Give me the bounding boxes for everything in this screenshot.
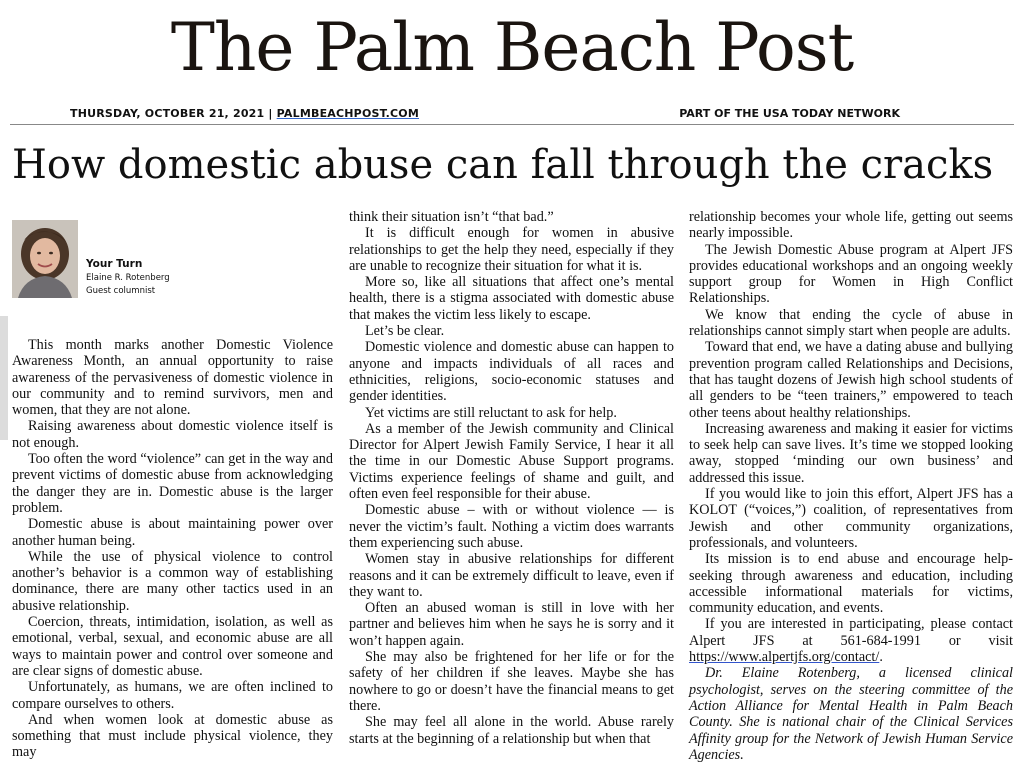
contact-text: If you are interested in participating, please contact Alpert JFS at 561-684-1991 or visit [689,616,1013,649]
paragraph: More so, like all situations that affect one’s mental health, there is a stigma associated with domestic abuse that makes the victim less likely to escape. [349,274,674,323]
paragraph: She may feel all alone in the world. Abuse rarely starts at the beginning of a relationship but when that [349,714,674,747]
network-label: PART OF THE USA TODAY NETWORK [679,107,900,120]
paragraph: Let’s be clear. [365,323,445,340]
paragraph: Its mission is to end abuse and encourage help-seeking through awareness and education, including accessible informational materials for victims, community education, and events. [689,551,1013,617]
paragraph: Yet victims are still reluctant to ask for help. [365,404,617,421]
paragraph: If you would like to join this effort, Alpert JFS has a KOLOT (“voices,”) coalition, of representatives from Jewish and other community organizations, professionals, and volunteers. [689,486,1013,551]
date-text: THURSDAY, OCTOBER 21, 2021 [70,107,265,120]
paragraph: Toward that end, we have a dating abuse and bullying prevention program called Relationships and Decisions, that has taught dozens of Jewish high school students of all genders to be “teen trainers,” empowered to teach other teens about healthy relationships. [689,339,1013,421]
paragraph: Women stay in abusive relationships for different reasons and it can be extremely difficult to leave, even if they want to. [349,551,674,600]
paragraph: relationship becomes your whole life, getting out seems nearly impossible. [689,209,1013,242]
paragraph: Domestic violence and domestic abuse can happen to anyone and impacts individuals of all races and ethnicities, religions, socio-economic statuses and gender identities. [349,339,674,405]
masthead-title: The Palm Beach Post [170,9,854,86]
paragraph: The Jewish Domestic Abuse program at Alpert JFS provides educational workshops and an ongoing weekly support group for Women in High Conflict Relationships. [689,241,1013,307]
author-photo [12,220,78,298]
contact-paragraph [689,616,1013,665]
dateline [70,107,419,120]
section-label: Your Turn [86,258,143,270]
byline [86,258,170,296]
article-column-3 [689,209,1013,763]
paragraph: Domestic abuse is about maintaining power over another human being. [12,516,333,549]
paragraph: And when women look at domestic abuse as something that must include physical violence, they may [12,711,333,761]
author-portrait-icon [12,220,78,298]
paragraph: She may also be frightened for her life or for the safety of her children if she leaves. Maybe she has nowhere to go or doesn’t have the financial means to get there. [349,649,674,714]
masthead-rule [10,124,1014,125]
author-role: Guest columnist [86,286,156,296]
paragraph: Too often the word “violence” can get in the way and prevent victims of domestic abuse from acknowledging the danger they are in. Domestic abuse is the larger problem. [12,451,333,516]
article-column-2 [349,209,674,747]
paragraph: Domestic abuse – with or without violence — is never the victim’s fault. Nothing a victim does warrants them experiencing such abuse. [349,502,674,551]
contact-link[interactable]: https://www.alpertjfs.org/contact/ [689,649,880,666]
author-name: Elaine R. Rotenberg [86,273,170,283]
page-edge-mark [0,316,8,440]
paragraph: Often an abused woman is still in love with her partner and believes him when he says he is sorry and it won’t happen again. [349,600,674,649]
paragraph: As a member of the Jewish community and Clinical Director for Alpert Jewish Family Service, I hear it all the time in our Domestic Abuse Support programs. Victims experience feelings of shame and guilt, and often even feel responsible for their abuse. [349,420,674,503]
article-headline: How domestic abuse can fall through the cracks [12,142,994,188]
dateline-separator: | [268,107,273,120]
paragraph: Coercion, threats, intimidation, isolation, as well as emotional, verbal, sexual, and economic abuse are all ways to maintain power and control over someone and are clear signs of domestic abuse. [12,614,333,679]
paragraph: It is difficult enough for women in abusive relationships to get the help they need, especially if they are unable to recognize their situation for what it is. [349,225,674,274]
article-column-1 [12,337,333,761]
paragraph: think their situation isn’t “that bad.” [349,209,554,225]
paragraph: This month marks another Domestic Violence Awareness Month, an annual opportunity to raise awareness of the pervasiveness of domestic violence in our community and to remind survivors, men and women, that they are not alone. [12,337,333,419]
site-url-link[interactable]: PALMBEACHPOST.COM [276,107,420,120]
paragraph: While the use of physical violence to control another’s behavior is a common way of establishing dominance, there are many other tactics used in an abusive relationship. [12,548,333,614]
paragraph: Raising awareness about domestic violence itself is not enough. [12,418,333,451]
paragraph: Increasing awareness and making it easier for victims to seek help can save lives. It’s time we stopped looking away, stopped ‘minding our own business’ and addressed this issue. [689,420,1013,486]
paragraph: We know that ending the cycle of abuse in relationships cannot simply start when people are adults. [689,306,1013,340]
contact-end: . [879,649,883,666]
paragraph: Unfortunately, as humans, we are often inclined to compare ourselves to others. [12,679,333,712]
author-bio: Dr. Elaine Rotenberg, a licensed clinical psychologist, serves on the steering committee of the Action Alliance for Mental Health in Palm Beach County. She is national chair of the Clinical Services Affinity group for the Network of Jewish Human Service Agencies. [689,665,1013,763]
